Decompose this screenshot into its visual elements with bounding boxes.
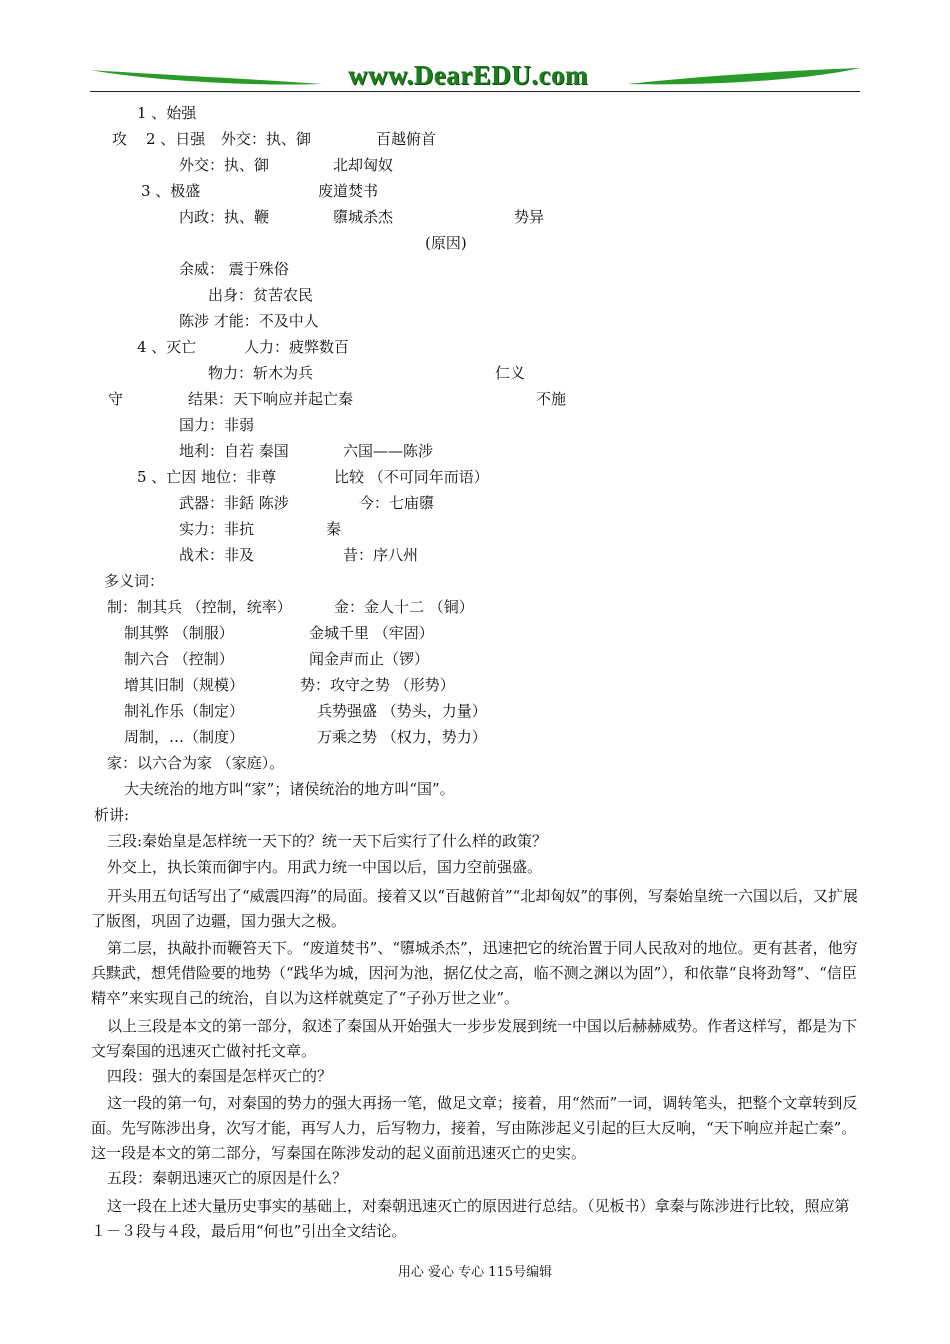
outline-line-14b: 六国——陈涉 [343, 442, 434, 460]
site-logo[interactable]: www.DearEDU.com [348, 60, 588, 90]
vocab-row-2a: 制其弊 （制服） [124, 624, 234, 642]
outline-line-18a: 战术：非及 [179, 546, 255, 564]
outline-line-5b: 隳城杀杰 [333, 208, 394, 226]
outline-line-16a: 武器：非銛 陈涉 [179, 494, 289, 512]
vocab-row-3a: 制六合 （控制） [124, 650, 234, 668]
outline-line-2b: 外交：执、御 [221, 130, 312, 148]
analysis-p6: 四段：强大的秦国是怎样灭亡的？ [107, 1067, 333, 1085]
analysis-p9: 这一段在上述大量历史事实的基础上，对秦朝迅速灭亡的原因进行总结。（见板书）拿秦与陈涉进行比较，照应第１－３段与４段，最后用“何也”引出全文结论。 [91, 1197, 850, 1240]
outline-line-3b: 北却匈奴 [333, 156, 394, 174]
outline-line-15b: 比较 （不可同年而语） [334, 468, 489, 486]
analysis-p8: 五段：秦朝迅速灭亡的原因是什么？ [107, 1169, 348, 1187]
vocab-row-3b: 闻金声而止（锣） [309, 650, 430, 668]
outline-shou: 守 [108, 390, 124, 408]
vocab-title: 多义词： [104, 572, 165, 590]
outline-line-14a: 地利：自若 秦国 [179, 442, 289, 460]
outline-line-4b: 废道焚书 [318, 182, 379, 200]
analysis-p3: 开头用五句话写出了“威震四海”的局面。接着又以“百越俯首”“北却匈奴”的事例，写秦始皇统一六国以后，又扩展了版图，巩固了边疆，国力强大之极。 [91, 887, 859, 930]
outline-line-17a: 实力：非抗 [179, 520, 255, 538]
outline-line-12a: 结果：天下响应并起亡秦 [188, 390, 354, 408]
outline-line-11a: 物力：斩木为兵 [208, 364, 314, 382]
vocab-row-5b: 兵势强盛 （势头，力量） [317, 702, 487, 720]
outline-line-1: 1 、始强 [137, 104, 197, 122]
outline-line-12b: 不施 [536, 390, 567, 408]
right-swoosh-icon [628, 68, 860, 84]
vocab-row-4b: 势：攻守之势 （形势） [300, 676, 455, 694]
outline-gong: 攻 [112, 130, 128, 148]
outline-line-17b: 秦 [326, 520, 342, 538]
analysis-p4: 第二层，执敲扑而鞭笞天下。“废道焚书”、“隳城杀杰”，迅速把它的统治置于同人民敌对的地位。更有甚者，他穷兵黩武，想凭借险要的地势（“践华为城，因河为池，据亿仗之高，临不测之渊以为固”），和依靠“良将劲弩”、“信臣精卒”来实现自己的统治，自以为这样就奠定了“子孙万世之业”。 [91, 939, 858, 1007]
vocab-row-5a: 制礼作乐（制定） [124, 702, 245, 720]
outline-line-4a: 3 、极盛 [141, 182, 201, 200]
outline-line-11b: 仁义 [495, 364, 526, 382]
outline-line-8: 出身：贫苦农民 [208, 286, 314, 304]
vocab-row-4a: 增其旧制（规模） [124, 676, 245, 694]
outline-line-9: 陈涉 才能：不及中人 [179, 312, 319, 330]
outline-line-2a: 2 、日强 [146, 130, 206, 148]
outline-line-6: (原因) [425, 234, 467, 252]
outline-line-2c: 百越俯首 [376, 130, 437, 148]
outline-line-7: 余威： 震于殊俗 [179, 260, 289, 278]
vocab-row-6a: 周制，…（制度） [124, 728, 245, 746]
vocab-jia: 家：以六合为家 （家庭）。 [107, 754, 285, 772]
outline-line-13: 国力：非弱 [179, 416, 255, 434]
outline-line-15a: 5 、亡因 地位：非尊 [137, 468, 277, 486]
analysis-p5: 以上三段是本文的第一部分，叙述了秦国从开始强大一步步发展到统一中国以后赫赫威势。作者这样写，都是为下文写秦国的迅速灭亡做衬托文章。 [91, 1017, 858, 1060]
outline-line-16b: 今：七庙隳 [359, 494, 435, 512]
outline-line-5c: 势异 [514, 208, 545, 226]
analysis-p1: 三段:秦始皇是怎样统一天下的？统一天下后实行了什么样的政策？ [107, 832, 548, 850]
analysis-p2: 外交上，执长策而御宇内。用武力统一中国以后，国力空前强盛。 [107, 858, 543, 876]
outline-line-3a: 外交：执、御 [179, 156, 270, 174]
page-footer: 用心 爱心 专心 115号编辑 [397, 1265, 553, 1280]
outline-line-5a: 内政：执、鞭 [179, 208, 270, 226]
analysis-title: 析讲: [94, 806, 130, 824]
outline-line-18b: 昔：序八州 [343, 546, 419, 564]
outline-line-10a: 4 、灭亡 [137, 338, 197, 356]
left-swoosh-icon [90, 70, 322, 84]
vocab-jia-note: 大夫统治的地方叫“家”；诸侯统治的地方叫“国”。 [124, 780, 455, 798]
analysis-p7: 这一段的第一句，对秦国的势力的强大再扬一笔，做足文章；接着，用“然而”一词，调转笔头，把整个文章转到反面。先写陈涉出身，次写才能，再写人力，后写物力，接着，写由陈涉起义引起的巨大反响，“天下响应并起亡秦”。这一段是本文的第二部分，写秦国在陈涉发动的起义面前迅速灭亡的史实。 [91, 1094, 858, 1162]
vocab-row-2b: 金城千里 （牢固） [309, 624, 434, 642]
vocab-row-1a: 制：制其兵 （控制，统率） [107, 598, 292, 616]
outline-line-10b: 人力：疲弊数百 [244, 338, 350, 356]
header-rule [90, 91, 860, 92]
vocab-row-6b: 万乘之势 （权力，势力） [317, 728, 487, 746]
vocab-row-1b: 金：金人十二 （铜） [334, 598, 474, 616]
